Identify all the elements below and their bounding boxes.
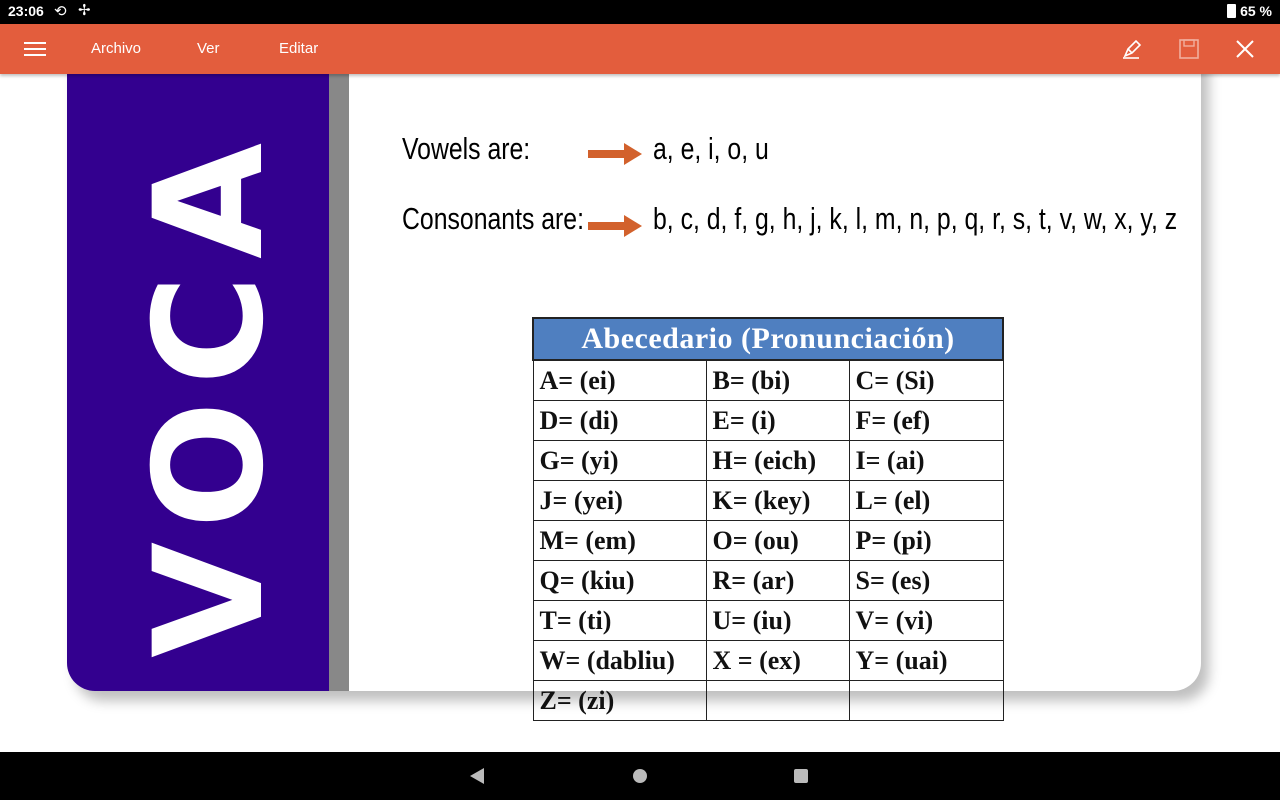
back-icon[interactable] <box>470 768 484 784</box>
document-page <box>67 34 1201 715</box>
table-cell: U= (iu) <box>706 601 849 641</box>
home-icon[interactable] <box>633 769 647 783</box>
consonants-label: Consonants are: <box>402 201 584 236</box>
vowels-label: Vowels are: <box>402 131 531 166</box>
recent-apps-icon[interactable] <box>794 769 808 783</box>
table-cell: I= (ai) <box>849 441 1003 481</box>
table-cell: Y= (uai) <box>849 641 1003 681</box>
table-cell: G= (yi) <box>533 441 706 481</box>
table-cell: V= (vi) <box>849 601 1003 641</box>
table-cell: W= (dabliu) <box>533 641 706 681</box>
table-cell: K= (key) <box>706 481 849 521</box>
app-toolbar <box>0 24 1280 74</box>
table-cell: T= (ti) <box>533 601 706 641</box>
table-cell: E= (i) <box>706 401 849 441</box>
arrow-right-icon <box>588 143 642 165</box>
battery-icon <box>1227 4 1236 18</box>
table-row <box>533 601 1003 641</box>
table-cell: R= (ar) <box>706 561 849 601</box>
table-cell: J= (yei) <box>533 481 706 521</box>
hamburger-menu-icon[interactable] <box>22 37 48 61</box>
table-row <box>533 481 1003 521</box>
table-cell <box>849 681 1003 721</box>
table-cell: L= (el) <box>849 481 1003 521</box>
table-row <box>533 681 1003 721</box>
table-row <box>533 441 1003 481</box>
table-row <box>533 401 1003 441</box>
table-cell: A= (ei) <box>533 360 706 401</box>
sidebar-vertical-title: VOCA <box>123 126 297 658</box>
table-row <box>533 360 1003 401</box>
status-bar <box>0 0 1280 24</box>
alphabet-pronunciation-table <box>532 317 1004 721</box>
table-cell: C= (Si) <box>849 360 1003 401</box>
table-row <box>533 521 1003 561</box>
status-time: 23:06 <box>8 3 44 19</box>
menu-archivo[interactable]: Archivo <box>91 40 142 57</box>
sync-icon: ⟲ <box>54 3 67 20</box>
save-icon[interactable] <box>1176 36 1202 62</box>
table-row <box>533 641 1003 681</box>
purple-sidebar <box>67 34 329 691</box>
table-row <box>533 561 1003 601</box>
table-cell: B= (bi) <box>706 360 849 401</box>
table-cell: Z= (zi) <box>533 681 706 721</box>
gray-divider <box>329 34 349 691</box>
table-cell: P= (pi) <box>849 521 1003 561</box>
fan-icon: ✢ <box>78 2 91 19</box>
pen-icon[interactable] <box>1119 36 1145 62</box>
menu-editar[interactable]: Editar <box>279 40 319 57</box>
table-cell: X = (ex) <box>706 641 849 681</box>
table-cell: D= (di) <box>533 401 706 441</box>
battery-indicator <box>1227 3 1272 19</box>
table-cell: M= (em) <box>533 521 706 561</box>
navigation-bar <box>0 752 1280 800</box>
table-cell: O= (ou) <box>706 521 849 561</box>
arrow-right-icon <box>588 215 642 237</box>
close-icon[interactable] <box>1232 36 1258 62</box>
consonants-list: b, c, d, f, g, h, j, k, l, m, n, p, q, r, s, t, v, w, x, y, z <box>653 201 1178 236</box>
table-cell: H= (eich) <box>706 441 849 481</box>
table-cell: F= (ef) <box>849 401 1003 441</box>
vowels-list: a, e, i, o, u <box>653 131 769 166</box>
table-cell: S= (es) <box>849 561 1003 601</box>
battery-level: 65 % <box>1240 3 1272 19</box>
document-viewer[interactable] <box>0 74 1280 752</box>
table-cell <box>706 681 849 721</box>
table-cell: Q= (kiu) <box>533 561 706 601</box>
menu-ver[interactable]: Ver <box>197 40 220 57</box>
table-title: Abecedario (Pronunciación) <box>533 318 1003 360</box>
